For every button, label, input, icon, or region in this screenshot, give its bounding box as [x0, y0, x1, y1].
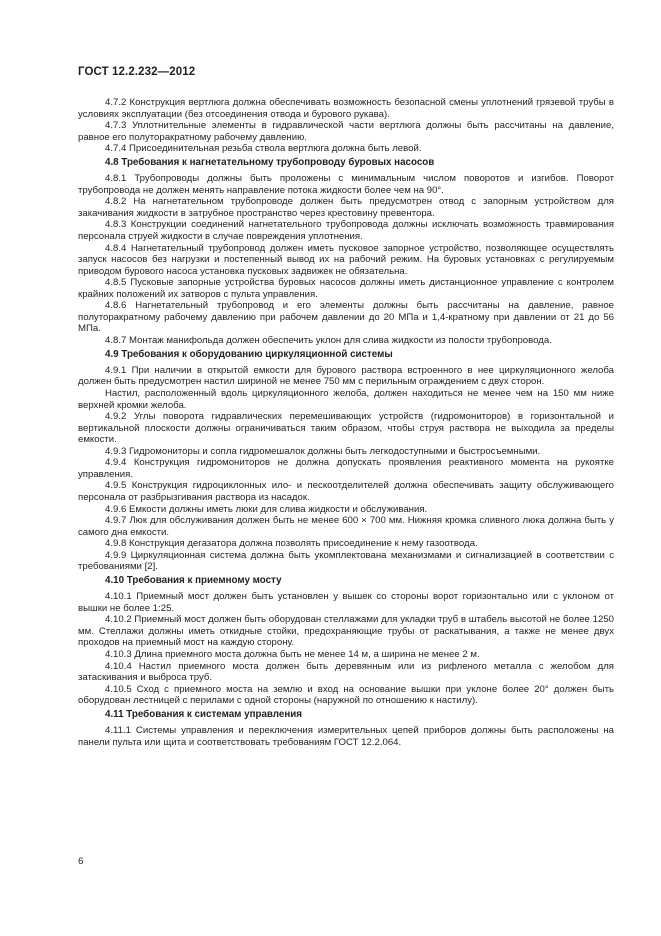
paragraph: 4.10.3 Длина приемного моста должна быть не менее 14 м, а ширина не менее 2 м.	[105, 649, 480, 661]
section-heading: 4.9 Требования к оборудованию циркуляционной системы	[105, 348, 393, 360]
paragraph: 4.10.4 Настил приемного моста должен быть деревянным или из рифленого металла с желобом для затаскивания и выброса труб.	[78, 660, 614, 684]
paragraph: 4.8.2 На нагнетательном трубопроводе должен быть предусмотрен отвод с запорным устройством для закачивания жидкости в затрубное пространство через крестовину превентора.	[78, 196, 614, 219]
paragraph: 4.8.4 Нагнетательный трубопровод должен иметь пусковое запорное устройство, позволяющее осуществлять запуск насосов без нагрузки и постепенный вывод их на рабочий режим. На буровых установках с регулируемым приводом бурового насоса установка пусковых задвижек не обязательна.	[78, 242, 614, 277]
paragraph: 4.8.1 Трубопроводы должны быть проложены с минимальным числом поворотов и изгибов. Поворот трубопровода не должен менять направление потока жидкости более чем на 90°.	[78, 173, 614, 196]
paragraph: 4.7.3 Уплотнительные элементы в гидравлической части вертлюга должны быть рассчитаны на давление, равное его полуторакратному рабочему давлению.	[78, 120, 614, 143]
paragraph: 4.8.3 Конструкции соединений нагнетательного трубопровода должны исключать возможность травмирования персонала струей жидкости в случае повреждения уплотнения.	[78, 219, 614, 242]
page-number: 6	[78, 856, 84, 867]
paragraph: 4.11.1 Системы управления и переключения измерительных цепей приборов должны быть расположены на панели пульта или щита и соответствовать требованиям ГОСТ 12.2.064.	[78, 725, 614, 748]
paragraph: 4.7.4 Присоединительная резьба ствола вертлюга должна быть левой.	[105, 143, 422, 155]
paragraph: 4.8.5 Пусковые запорные устройства буровых насосов должны иметь дистанционное управление с контролем крайних положений их затворов с пульта управления.	[78, 277, 614, 300]
paragraph: 4.9.8 Конструкция дегазатора должна позволять присоединение к нему газоотвода.	[105, 538, 478, 550]
paragraph: 4.9.5 Конструкция гидроциклонных ило- и пескоотделителей должна обеспечивать защиту обслуживающего персонала от разбрызгивания раствора из насадок.	[78, 480, 614, 503]
paragraph: 4.9.2 Углы поворота гидравлических перемешивающих устройств (гидромониторов) в горизонтальной и вертикальной плоскости должны ограничиваться таким образом, чтобы струя раствора не выходила за пределы емкости.	[78, 411, 614, 446]
paragraph: 4.9.4 Конструкция гидромониторов не должна допускать проявления реактивного момента на рукоятке управления.	[78, 457, 614, 480]
paragraph: 4.10.5 Сход с приемного моста на землю и вход на основание вышки при уклоне более 20° должен быть оборудован лестницей с перилами с одной стороны (наружной по отношению к настилу).	[78, 683, 614, 707]
paragraph: 4.8.6 Нагнетательный трубопровод и его элементы должны быть рассчитаны на давление, равное полуторакратному рабочему давлению при рабочем давлении до 20 МПа и 1,4-кратному при давлении от 21 до 56 МПа.	[78, 300, 614, 335]
paragraph: 4.9.9 Циркуляционная система должна быть укомплектована механизмами и сигнализацией в соответствии с требованиями [2].	[78, 549, 614, 573]
section-heading: 4.8 Требования к нагнетательному трубопроводу буровых насосов	[105, 157, 435, 169]
paragraph: 4.9.3 Гидромониторы и сопла гидромешалок должны быть легкодоступными и быстросъемными.	[105, 445, 541, 457]
paragraph: 4.10.2 Приемный мост должен быть оборудован стеллажами для укладки труб в штабель высотой не более 1250 мм. Стеллажи должны иметь откидные стойки, предохраняющие трубы от раскатывания, а также не менее двух проходов на приемный мост на каждую сторону.	[78, 614, 614, 649]
paragraph: 4.8.7 Монтаж манифольда должен обеспечить уклон для слива жидкости из полости трубопровода.	[105, 334, 552, 346]
section-heading: 4.11 Требования к системам управления	[105, 709, 303, 721]
page-header: ГОСТ 12.2.232—2012	[78, 66, 196, 78]
document-body	[78, 97, 614, 748]
paragraph: Настил, расположенный вдоль циркуляционного желоба, должен находиться не менее чем на 150 мм ниже верхней кромки желоба.	[78, 388, 614, 411]
section-heading: 4.10 Требования к приемному мосту	[105, 575, 282, 587]
paragraph: 4.9.7 Люк для обслуживания должен быть не менее 600 × 700 мм. Нижняя кромка сливного люка должна быть у самого дна емкости.	[78, 515, 614, 538]
paragraph: 4.9.1 При наличии в открытой емкости для бурового раствора встроенного в нее циркуляционного желоба должен быть предусмотрен настил шириной не менее 750 мм с перильным ограждением с двух сторон.	[78, 364, 614, 388]
paragraph: 4.9.6 Емкости должны иметь люки для слива жидкости и обслуживания.	[105, 503, 428, 515]
paragraph: 4.10.1 Приемный мост должен быть установлен у вышек со стороны ворот горизонтально или с уклоном от вышки не более 1:25.	[78, 591, 614, 614]
paragraph: 4.7.2 Конструкция вертлюга должна обеспечивать возможность безопасной смены уплотнений грязевой трубы в условиях эксплуатации (без отсоединения отвода и бурового рукава).	[78, 97, 614, 120]
